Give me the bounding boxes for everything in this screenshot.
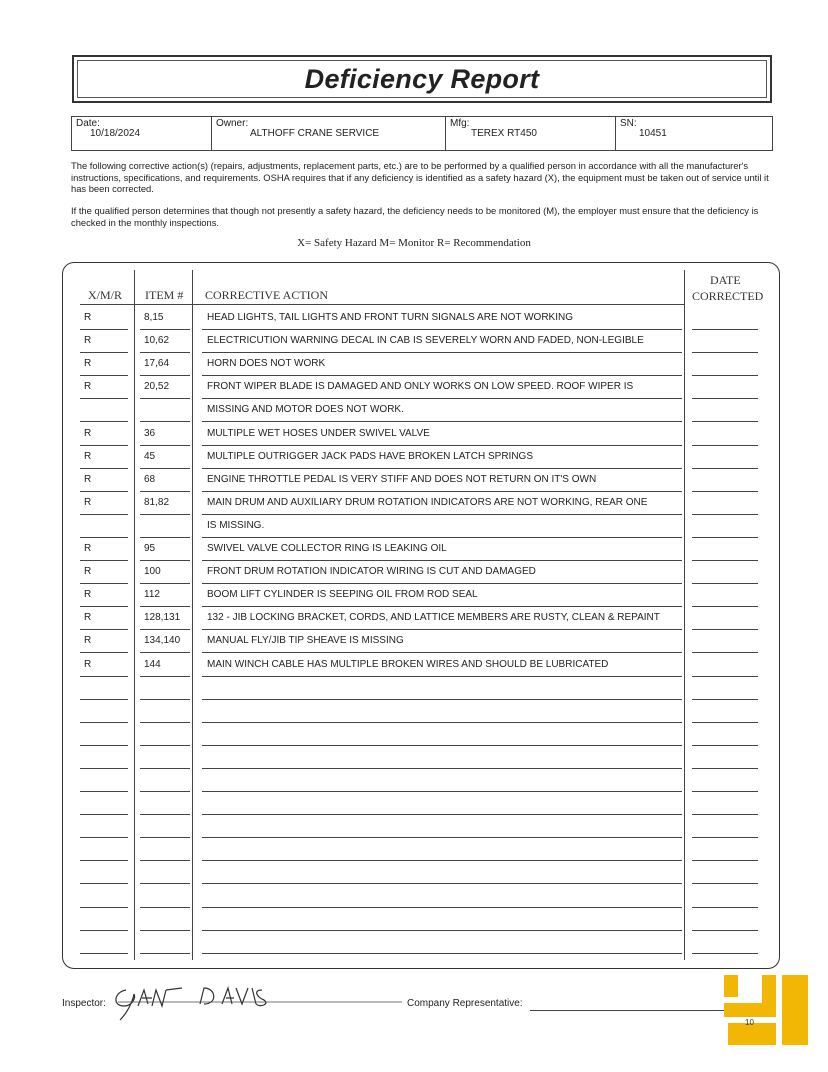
row-rule xyxy=(80,953,128,954)
row-code: R xyxy=(84,358,92,369)
page-number: 10 xyxy=(745,1018,754,1027)
sn-label: SN: xyxy=(620,118,637,129)
row-rule xyxy=(140,352,190,353)
col-header-date: DATE xyxy=(710,273,741,287)
row-corrective-action: MAIN WINCH CABLE HAS MULTIPLE BROKEN WIRES AND SHOULD BE LUBRICATED xyxy=(207,659,609,670)
inspector-label: Inspector: xyxy=(62,998,106,1009)
row-rule xyxy=(140,953,190,954)
row-rule xyxy=(692,652,758,653)
date-label: Date: xyxy=(76,118,100,129)
company-rep-label: Company Representative: xyxy=(407,998,523,1009)
row-rule xyxy=(140,606,190,607)
row-rule xyxy=(202,398,682,399)
row-corrective-action: HORN DOES NOT WORK xyxy=(207,358,326,369)
row-rule xyxy=(692,560,758,561)
row-rule xyxy=(692,699,758,700)
row-rule xyxy=(140,860,190,861)
row-rule xyxy=(692,837,758,838)
row-rule xyxy=(80,468,128,469)
row-rule xyxy=(80,652,128,653)
row-item-number: 81,82 xyxy=(144,497,170,508)
row-code: R xyxy=(84,659,92,670)
row-rule xyxy=(692,883,758,884)
row-rule xyxy=(202,514,682,515)
row-rule xyxy=(80,699,128,700)
row-code: R xyxy=(84,451,92,462)
row-rule xyxy=(80,837,128,838)
row-corrective-action: 132 - JIB LOCKING BRACKET, CORDS, AND LATTICE MEMBERS ARE RUSTY, CLEAN & REPAINT xyxy=(207,612,660,623)
row-rule xyxy=(80,537,128,538)
row-rule xyxy=(692,421,758,422)
row-item-number: 128,131 xyxy=(144,612,181,623)
row-item-number: 112 xyxy=(144,589,160,600)
row-item-number: 20,52 xyxy=(144,381,170,392)
row-rule xyxy=(692,468,758,469)
col-header-corrected: CORRECTED xyxy=(692,289,764,303)
row-rule xyxy=(202,837,682,838)
row-code: R xyxy=(84,335,92,346)
row-rule xyxy=(80,445,128,446)
row-rule xyxy=(202,699,682,700)
row-rule xyxy=(692,329,758,330)
row-rule xyxy=(202,722,682,723)
row-rule xyxy=(80,883,128,884)
title-box xyxy=(72,55,772,103)
row-rule xyxy=(202,883,682,884)
row-rule xyxy=(202,352,682,353)
column-divider xyxy=(684,270,685,960)
sn-cell xyxy=(616,117,772,150)
row-item-number: 10,62 xyxy=(144,335,170,346)
row-rule xyxy=(80,398,128,399)
row-rule xyxy=(80,907,128,908)
row-rule xyxy=(80,676,128,677)
row-rule xyxy=(692,676,758,677)
legend: X= Safety Hazard M= Monitor R= Recommendation xyxy=(297,237,531,249)
row-rule xyxy=(692,745,758,746)
row-corrective-action: FRONT DRUM ROTATION INDICATOR WIRING IS CUT AND DAMAGED xyxy=(207,566,536,577)
row-rule xyxy=(140,837,190,838)
row-item-number: 144 xyxy=(144,659,161,670)
row-corrective-action: ENGINE THROTTLE PEDAL IS VERY STIFF AND DOES NOT RETURN ON IT'S OWN xyxy=(207,474,597,485)
row-rule xyxy=(202,652,682,653)
row-corrective-action: HEAD LIGHTS, TAIL LIGHTS AND FRONT TURN SIGNALS ARE NOT WORKING xyxy=(207,312,573,323)
row-rule xyxy=(692,537,758,538)
date-value: 10/18/2024 xyxy=(90,128,141,139)
row-rule xyxy=(692,930,758,931)
row-rule xyxy=(202,953,682,954)
row-code: R xyxy=(84,381,92,392)
row-rule xyxy=(80,375,128,376)
row-code: R xyxy=(84,312,92,323)
row-rule xyxy=(692,860,758,861)
row-code: R xyxy=(84,612,92,623)
instructions-paragraph-2: If the qualified person determines that though not presently a safety hazard, the deficiency needs to be monitored (M), the employer must ensure that the deficiency is checked in the monthly inspections. xyxy=(71,205,759,228)
row-rule xyxy=(140,814,190,815)
row-code: R xyxy=(84,589,92,600)
row-rule xyxy=(80,352,128,353)
row-rule xyxy=(80,860,128,861)
row-item-number: 134,140 xyxy=(144,635,181,646)
row-rule xyxy=(140,930,190,931)
row-rule xyxy=(692,907,758,908)
row-rule xyxy=(692,445,758,446)
row-rule xyxy=(80,768,128,769)
row-corrective-action: ELECTRICUTION WARNING DECAL IN CAB IS SEVERELY WORN AND FADED, NON-LEGIBLE xyxy=(207,335,644,346)
row-corrective-action: FRONT WIPER BLADE IS DAMAGED AND ONLY WORKS ON LOW SPEED. ROOF WIPER IS xyxy=(207,381,634,392)
row-item-number: 36 xyxy=(144,428,156,439)
row-rule xyxy=(140,514,190,515)
row-rule xyxy=(692,583,758,584)
row-rule xyxy=(202,606,682,607)
row-code: R xyxy=(84,428,92,439)
row-rule xyxy=(140,537,190,538)
row-rule xyxy=(202,860,682,861)
row-rule xyxy=(140,745,190,746)
row-rule xyxy=(80,791,128,792)
page-title: Deficiency Report xyxy=(304,63,540,94)
row-rule xyxy=(202,375,682,376)
row-rule xyxy=(80,514,128,515)
row-corrective-action: SWIVEL VALVE COLLECTOR RING IS LEAKING OIL xyxy=(207,543,447,554)
row-rule xyxy=(140,652,190,653)
col-header-xmr: X/M/R xyxy=(88,288,123,302)
row-rule xyxy=(140,491,190,492)
row-rule xyxy=(202,329,682,330)
instructions-paragraph-1: The following corrective action(s) (repairs, adjustments, replacement parts, etc.) are to be performed by a qualified person in accordance with all the manufacturer's instructions, specifications, and requirements. OSHA requires that if any deficiency is identified as a safety hazard (X), the equipment must be taken out of service until it has been corrected. xyxy=(71,160,769,194)
mfg-cell xyxy=(446,117,616,150)
row-item-number: 17,64 xyxy=(144,358,170,369)
row-rule xyxy=(202,745,682,746)
row-rule xyxy=(202,768,682,769)
row-rule xyxy=(80,560,128,561)
row-rule xyxy=(140,907,190,908)
row-code: R xyxy=(84,474,92,485)
row-rule xyxy=(140,676,190,677)
row-item-number: 95 xyxy=(144,543,156,554)
row-rule xyxy=(80,629,128,630)
owner-value: ALTHOFF CRANE SERVICE xyxy=(250,128,380,139)
mfg-label: Mfg: xyxy=(450,118,470,129)
row-rule xyxy=(692,606,758,607)
column-divider xyxy=(134,270,135,960)
row-rule xyxy=(202,930,682,931)
column-divider xyxy=(192,270,193,960)
header-divider xyxy=(80,304,684,305)
row-rule xyxy=(140,883,190,884)
row-rule xyxy=(692,375,758,376)
col-header-action: CORRECTIVE ACTION xyxy=(205,288,328,302)
row-rule xyxy=(140,768,190,769)
row-rule xyxy=(692,814,758,815)
company-logo xyxy=(722,973,810,1047)
row-rule xyxy=(692,768,758,769)
sn-value: 10451 xyxy=(639,128,667,139)
row-rule xyxy=(80,814,128,815)
row-rule xyxy=(202,468,682,469)
header-table xyxy=(71,116,773,151)
row-corrective-action: IS MISSING. xyxy=(207,520,265,531)
row-rule xyxy=(692,352,758,353)
row-rule xyxy=(140,560,190,561)
row-rule xyxy=(140,421,190,422)
row-rule xyxy=(140,375,190,376)
row-rule xyxy=(202,491,682,492)
row-rule xyxy=(692,953,758,954)
row-rule xyxy=(140,629,190,630)
row-rule xyxy=(202,421,682,422)
row-item-number: 68 xyxy=(144,474,156,485)
row-rule xyxy=(202,583,682,584)
row-rule xyxy=(202,814,682,815)
row-corrective-action: MULTIPLE OUTRIGGER JACK PADS HAVE BROKEN LATCH SPRINGS xyxy=(207,451,533,462)
date-cell xyxy=(72,117,212,150)
row-rule xyxy=(202,560,682,561)
col-header-item: ITEM # xyxy=(145,288,184,302)
row-rule xyxy=(140,699,190,700)
row-rule xyxy=(202,537,682,538)
row-item-number: 8,15 xyxy=(144,312,164,323)
row-rule xyxy=(80,421,128,422)
row-rule xyxy=(692,514,758,515)
row-rule xyxy=(80,745,128,746)
row-corrective-action: MANUAL FLY/JIB TIP SHEAVE IS MISSING xyxy=(207,635,404,646)
row-rule xyxy=(80,329,128,330)
inspector-signature xyxy=(112,980,412,1024)
row-rule xyxy=(80,606,128,607)
row-rule xyxy=(140,722,190,723)
mfg-value: TEREX RT450 xyxy=(471,128,537,139)
row-rule xyxy=(202,445,682,446)
row-rule xyxy=(80,583,128,584)
owner-cell xyxy=(212,117,446,150)
row-rule xyxy=(692,491,758,492)
row-rule xyxy=(80,722,128,723)
row-rule xyxy=(692,722,758,723)
row-rule xyxy=(202,907,682,908)
row-corrective-action: MISSING AND MOTOR DOES NOT WORK. xyxy=(207,404,404,415)
row-rule xyxy=(80,930,128,931)
row-rule xyxy=(140,791,190,792)
row-rule xyxy=(692,791,758,792)
row-rule xyxy=(140,583,190,584)
row-corrective-action: BOOM LIFT CYLINDER IS SEEPING OIL FROM ROD SEAL xyxy=(207,589,478,600)
row-code: R xyxy=(84,543,92,554)
row-rule xyxy=(202,676,682,677)
row-rule xyxy=(202,629,682,630)
row-corrective-action: MAIN DRUM AND AUXILIARY DRUM ROTATION INDICATORS ARE NOT WORKING, REAR ONE xyxy=(207,497,648,508)
row-corrective-action: MULTIPLE WET HOSES UNDER SWIVEL VALVE xyxy=(207,428,430,439)
owner-label: Owner: xyxy=(216,118,249,129)
company-rep-line xyxy=(530,1010,730,1011)
row-rule xyxy=(140,329,190,330)
row-code: R xyxy=(84,566,92,577)
row-item-number: 45 xyxy=(144,451,156,462)
row-code: R xyxy=(84,497,92,508)
row-rule xyxy=(692,629,758,630)
row-rule xyxy=(202,791,682,792)
row-rule xyxy=(140,398,190,399)
row-rule xyxy=(140,445,190,446)
row-rule xyxy=(140,468,190,469)
row-item-number: 100 xyxy=(144,566,161,577)
row-rule xyxy=(80,491,128,492)
row-code: R xyxy=(84,635,92,646)
row-rule xyxy=(692,398,758,399)
